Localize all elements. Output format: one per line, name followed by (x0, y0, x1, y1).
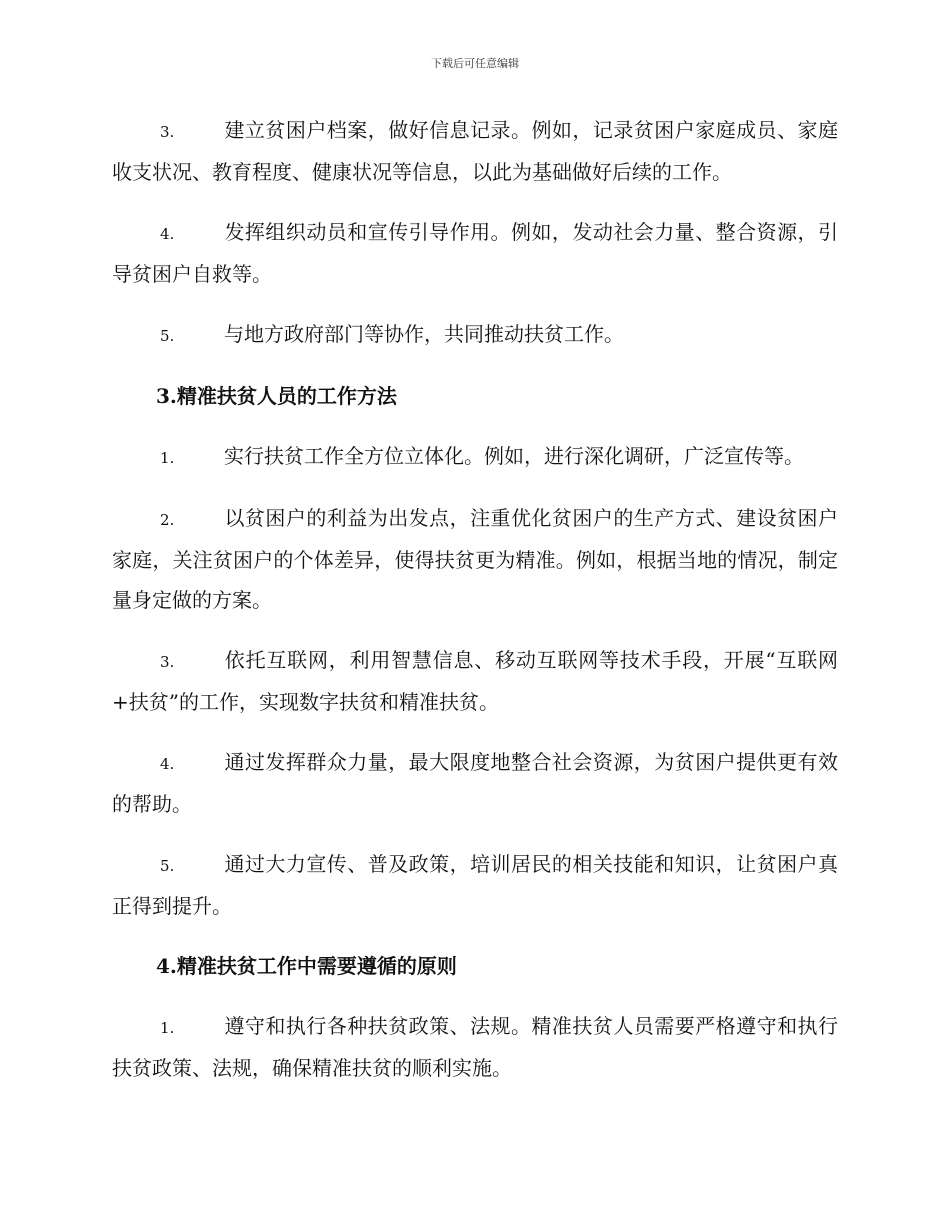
list-item (112, 742, 838, 824)
item-number: 2. (160, 511, 175, 529)
item-text: 依托互联网，利用智慧信息、移动互联网等技术手段，开展“互联网+扶贫”的工作，实现数字扶贫和精准扶贫。 (112, 648, 838, 714)
item-number: 4. (160, 755, 175, 773)
item-number: 5. (160, 327, 175, 345)
list-item (112, 498, 838, 620)
item-text: 实行扶贫工作全方位立体化。例如，进行深化调研，广泛宣传等。 (224, 444, 804, 468)
item-text: 通过发挥群众力量，最大限度地整合社会资源，为贫困户提供更有效的帮助。 (112, 750, 838, 816)
item-number: 1. (160, 1019, 175, 1037)
item-number: 5. (160, 857, 175, 875)
list-item (112, 212, 838, 294)
item-text: 以贫困户的利益为出发点，注重优化贫困户的生产方式、建设贫困户家庭，关注贫困户的个体差异，使得扶贫更为精准。例如，根据当地的情况，制定量身定做的方案。 (112, 506, 838, 612)
item-text: 遵守和执行各种扶贫政策、法规。精准扶贫人员需要严格遵守和执行扶贫政策、法规，确保精准扶贫的顺利实施。 (112, 1014, 838, 1080)
list-item (112, 844, 838, 926)
item-number: 3. (160, 653, 175, 671)
item-text: 通过大力宣传、普及政策，培训居民的相关技能和知识，让贫困户真正得到提升。 (112, 852, 838, 918)
list-item (112, 110, 838, 192)
section-heading: 3.精准扶贫人员的工作方法 (156, 384, 397, 408)
list-item (112, 314, 838, 356)
item-number: 3. (160, 123, 175, 141)
item-text: 发挥组织动员和宣传引导作用。例如，发动社会力量、整合资源，引导贫困户自救等。 (112, 220, 838, 286)
list-item (112, 1006, 838, 1088)
document-body (112, 110, 838, 1103)
item-number: 1. (160, 449, 175, 467)
list-item (112, 436, 838, 478)
item-text: 建立贫困户档案，做好信息记录。例如，记录贫困户家庭成员、家庭收支状况、教育程度、健康状况等信息，以此为基础做好后续的工作。 (112, 118, 838, 184)
section-heading: 4.精准扶贫工作中需要遵循的原则 (156, 954, 457, 978)
item-number: 4. (160, 225, 175, 243)
item-text: 与地方政府部门等协作，共同推动扶贫工作。 (224, 322, 624, 346)
list-item (112, 640, 838, 722)
page-header: 下载后可任意编辑 (431, 57, 519, 70)
